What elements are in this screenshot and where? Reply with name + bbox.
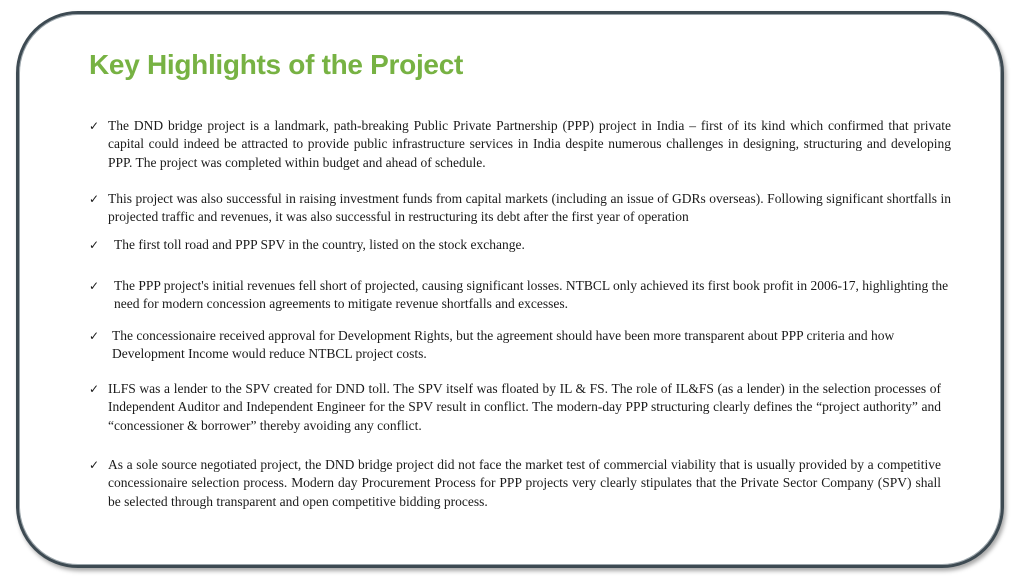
checkmark-icon: ✓ (89, 192, 100, 206)
bullet-text: As a sole source negotiated project, the DND bridge project did not face the market test of commercial viability that is usually provided by a competitive concessionaire selection process. Modern day Procurement Process for PPP projects very clearly stipulates that the Private Sector Company (SPV) shall be selected through transparent and open competitive bidding process. (108, 457, 941, 509)
checkmark-icon: ✓ (89, 329, 100, 343)
bullet-item (89, 456, 941, 511)
bullet-text: The concessionaire received approval for Development Rights, but the agreement should have been more transparent about PPP criteria and how Development Income would reduce NTBCL project costs. (112, 328, 895, 362)
bullet-item (89, 380, 941, 435)
checkmark-icon: ✓ (89, 279, 100, 293)
checkmark-icon: ✓ (89, 119, 100, 133)
checkmark-icon: ✓ (89, 382, 100, 396)
bullet-item (89, 190, 951, 227)
bullet-text: ILFS was a lender to the SPV created for DND toll. The SPV itself was floated by IL & FS. The role of IL&FS (as a lender) in the selection processes of Independent Auditor and Independent Engineer for the SPV result in conflict. The modern-day PPP structuring clearly defines the “project authority” and “concessioner & borrower” thereby avoiding any conflict. (108, 381, 941, 433)
bullet-item (89, 277, 951, 314)
bullet-text: The DND bridge project is a landmark, path-breaking Public Private Partnership (PPP) project in India – first of its kind which confirmed that private capital could indeed be attracted to provide public infrastructure services in India despite numerous challenges in designing, structuring and developing PPP. The project was completed within budget and ahead of schedule. (108, 118, 951, 170)
bullet-item (89, 117, 951, 172)
bullet-item (89, 327, 951, 364)
bullet-text: This project was also successful in raising investment funds from capital markets (including an issue of GDRs overseas). Following significant shortfalls in projected traffic and revenues, it was also successful in restructuring its debt after the first year of operation (108, 191, 951, 225)
bullet-text: The PPP project's initial revenues fell short of projected, causing significant losses. NTBCL only achieved its first book profit in 2006-17, highlighting the need for modern concession agreements to mitigate revenue shortfalls and excesses. (114, 278, 949, 312)
bullet-text: The first toll road and PPP SPV in the country, listed on the stock exchange. (114, 237, 525, 252)
checkmark-icon: ✓ (89, 238, 100, 252)
bullet-item (89, 236, 951, 254)
page-title: Key Highlights of the Project (89, 49, 464, 80)
checkmark-icon: ✓ (89, 458, 100, 472)
